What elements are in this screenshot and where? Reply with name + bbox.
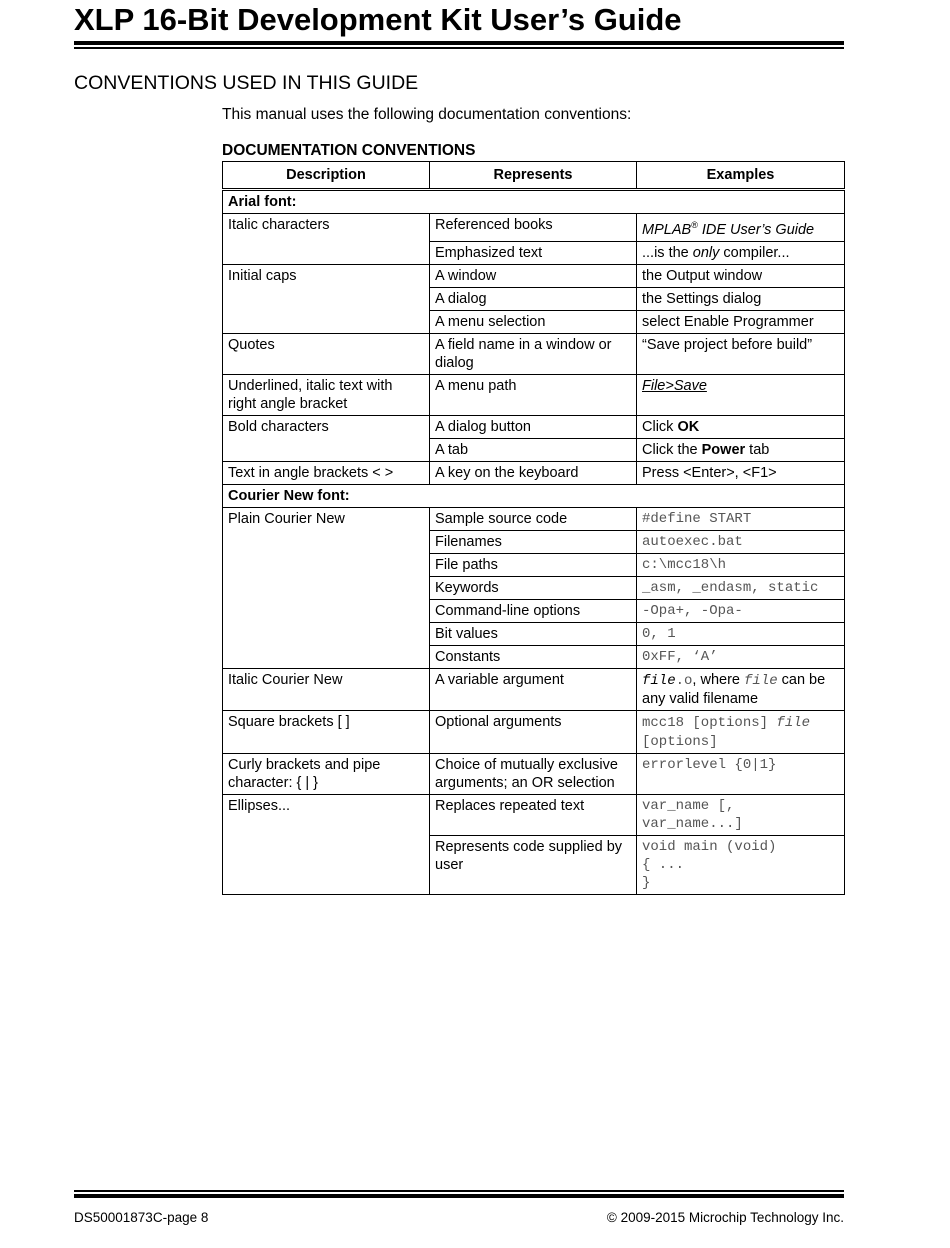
code-line: void main (void) (642, 838, 777, 855)
example-text: compiler... (719, 244, 790, 261)
cell-example: _asm, _endasm, static (637, 576, 845, 599)
code-line: } (642, 874, 651, 891)
cell-represents: Optional arguments (430, 710, 637, 753)
cell-example: Press <Enter>, <F1> (637, 461, 845, 484)
example-code: .o (675, 672, 693, 689)
example-code-italic: file (744, 672, 778, 689)
table-row (223, 374, 845, 415)
menu-path-example: File>Save (642, 377, 707, 394)
section-heading: CONVENTIONS USED IN THIS GUIDE (74, 72, 419, 94)
example-bold: Power (701, 441, 746, 458)
example-text: ...is the (642, 244, 693, 261)
cell-description: Bold characters (223, 415, 430, 461)
cell-description: Quotes (223, 333, 430, 374)
table-row (223, 753, 845, 794)
cell-example (637, 374, 845, 415)
cell-description: Curly brackets and pipe character: { | } (223, 753, 430, 794)
cell-description: Underlined, italic text with right angle bracket (223, 374, 430, 415)
cell-represents: Bit values (430, 622, 637, 645)
example-code: mcc18 [options] (642, 714, 777, 731)
section-label-arial: Arial font: (223, 190, 845, 214)
code-line: { ... (642, 856, 685, 873)
section-row (223, 484, 845, 507)
cell-example (637, 668, 845, 710)
cell-represents: A dialog button (430, 415, 637, 438)
example-bold: OK (677, 418, 700, 435)
section-row (223, 190, 845, 214)
header-rule (74, 41, 844, 45)
cell-example: -Opa+, -Opa- (637, 599, 845, 622)
cell-description: Square brackets [ ] (223, 710, 430, 753)
footer-rule-thin (74, 1190, 844, 1192)
cell-example: 0xFF, ‘A’ (637, 645, 845, 668)
table-row (223, 415, 845, 438)
table-row (223, 264, 845, 287)
cell-example (637, 438, 845, 461)
table-row (223, 333, 845, 374)
example-text: MPLAB (642, 221, 692, 238)
cell-represents: File paths (430, 553, 637, 576)
cell-description: Italic characters (223, 214, 430, 265)
column-header-examples: Examples (637, 162, 845, 190)
example-text: can be any valid filename (642, 671, 826, 707)
footer-page-id: DS50001873C-page 8 (74, 1210, 209, 1225)
section-label-courier: Courier New font: (223, 484, 845, 507)
cell-example (637, 710, 845, 753)
cell-represents: Replaces repeated text (430, 794, 637, 835)
cell-represents: Sample source code (430, 507, 637, 530)
cell-description: Initial caps (223, 264, 430, 333)
example-text: , where (692, 671, 745, 688)
cell-represents: A window (430, 264, 637, 287)
table-row (223, 710, 845, 753)
intro-text: This manual uses the following documentation conventions: (222, 106, 632, 123)
cell-example: var_name [, var_name...] (637, 794, 845, 835)
example-text: IDE User’s Guide (697, 221, 815, 238)
cell-example (637, 835, 845, 894)
cell-example (637, 241, 845, 264)
cell-represents: Choice of mutually exclusive arguments; an OR selection (430, 753, 637, 794)
table-title: DOCUMENTATION CONVENTIONS (222, 142, 476, 159)
cell-example: errorlevel {0|1} (637, 753, 845, 794)
example-text: Click the (642, 441, 702, 458)
cell-description: Italic Courier New (223, 668, 430, 710)
example-emphasis: only (692, 244, 720, 261)
header-rule-thin (74, 47, 844, 49)
cell-represents: Filenames (430, 530, 637, 553)
cell-description: Text in angle brackets < > (223, 461, 430, 484)
document-title: XLP 16-Bit Development Kit User’s Guide (74, 2, 682, 37)
cell-example: select Enable Programmer (637, 310, 845, 333)
footer-rule (74, 1194, 844, 1198)
cell-example: #define START (637, 507, 845, 530)
cell-example: autoexec.bat (637, 530, 845, 553)
cell-represents: A key on the keyboard (430, 461, 637, 484)
table-header-row (223, 162, 845, 190)
cell-example: 0, 1 (637, 622, 845, 645)
cell-represents: Command-line options (430, 599, 637, 622)
cell-represents: A dialog (430, 287, 637, 310)
cell-represents: A menu selection (430, 310, 637, 333)
cell-description: Ellipses... (223, 794, 430, 894)
cell-example: the Settings dialog (637, 287, 845, 310)
example-code: [options] (642, 733, 718, 750)
table-row (223, 668, 845, 710)
cell-example (637, 415, 845, 438)
cell-example: the Output window (637, 264, 845, 287)
cell-description: Plain Courier New (223, 507, 430, 668)
cell-represents: A field name in a window or dialog (430, 333, 637, 374)
cell-represents: Keywords (430, 576, 637, 599)
cell-represents: Referenced books (430, 214, 637, 242)
cell-represents: A menu path (430, 374, 637, 415)
column-header-represents: Represents (430, 162, 637, 190)
cell-example: c:\mcc18\h (637, 553, 845, 576)
table-row (223, 794, 845, 835)
example-text: Click (642, 418, 678, 435)
cell-represents: Emphasized text (430, 241, 637, 264)
example-text: tab (745, 441, 770, 458)
cell-example: “Save project before build” (637, 333, 845, 374)
cell-represents: Constants (430, 645, 637, 668)
cell-represents: Represents code supplied by user (430, 835, 637, 894)
conventions-table (222, 161, 845, 895)
example-code-italic: file (642, 672, 676, 689)
registered-mark: ® (691, 220, 698, 230)
table-row (223, 507, 845, 530)
cell-represents: A tab (430, 438, 637, 461)
example-code-italic: file (776, 714, 811, 731)
cell-represents: A variable argument (430, 668, 637, 710)
table-row (223, 461, 845, 484)
table-row (223, 214, 845, 242)
column-header-description: Description (223, 162, 430, 190)
footer-copyright: © 2009-2015 Microchip Technology Inc. (606, 1210, 844, 1225)
cell-example (637, 214, 845, 242)
